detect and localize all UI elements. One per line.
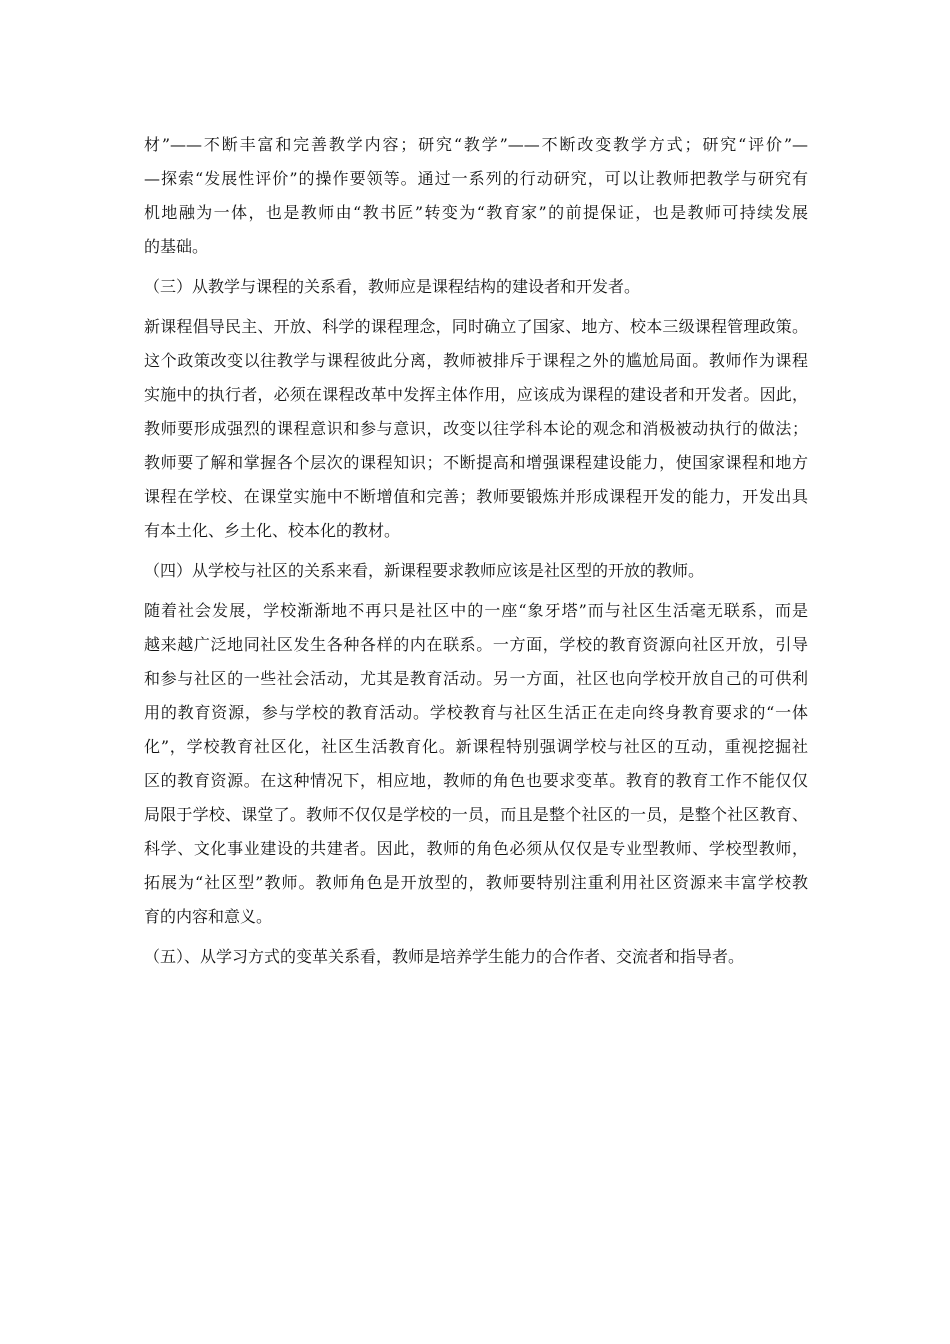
text-line: 机地融为一体，也是教师由“教书匠”转变为“教育家”的前提保证，也是教师可持续发展: [144, 203, 808, 222]
text-line: 拓展为“社区型”教师。教师角色是开放型的，教师要特别注重利用社区资源来丰富学校教: [144, 873, 808, 892]
heading-text: （四）从学校与社区的关系来看，新课程要求教师应该是社区型的开放的教师。: [144, 561, 705, 580]
paragraph-research-continuation: [144, 128, 808, 264]
text-line: 化”，学校教育社区化，社区生活教育化。新课程特别强调学校与社区的互动，重视挖掘社: [144, 737, 808, 756]
text-line: 有本土化、乡土化、校本化的教材。: [144, 521, 401, 540]
heading-text: （五）、从学习方式的变革关系看，教师是培养学生能力的合作者、交流者和指导者。: [144, 947, 745, 966]
heading-text: （三）从教学与课程的关系看，教师应是课程结构的建设者和开发者。: [144, 277, 641, 296]
text-line: 的基础。: [144, 237, 209, 256]
section-heading-four: [144, 554, 808, 588]
paragraph-curriculum: [144, 310, 808, 548]
text-line: 用的教育资源，参与学校的教育活动。学校教育与社区生活正在走向终身教育要求的“一体: [144, 703, 808, 722]
text-line: —探索“发展性评价”的操作要领等。通过一系列的行动研究，可以让教师把教学与研究有: [144, 169, 808, 188]
text-line: 材”——不断丰富和完善教学内容；研究“教学”——不断改变教学方式；研究“评价”—: [144, 135, 808, 154]
text-line: 教师要了解和掌握各个层次的课程知识；不断提高和增强课程建设能力，使国家课程和地方: [144, 453, 808, 472]
text-line: 教师要形成强烈的课程意识和参与意识，改变以往学科本论的观念和消极被动执行的做法；: [144, 419, 808, 438]
text-line: 课程在学校、在课堂实施中不断增值和完善；教师要锻炼并形成课程开发的能力，开发出具: [144, 487, 808, 506]
paragraph-community: [144, 594, 808, 934]
section-heading-five: [144, 940, 808, 974]
document-page: [144, 128, 808, 974]
text-line: 和参与社区的一些社会活动，尤其是教育活动。另一方面，社区也向学校开放自己的可供利: [144, 669, 808, 688]
section-heading-three: [144, 270, 808, 304]
text-line: 新课程倡导民主、开放、科学的课程理念，同时确立了国家、地方、校本三级课程管理政策。: [144, 317, 808, 336]
text-line: 局限于学校、课堂了。教师不仅仅是学校的一员，而且是整个社区的一员，是整个社区教育、: [144, 805, 808, 824]
text-line: 随着社会发展，学校渐渐地不再只是社区中的一座“象牙塔”而与社区生活毫无联系，而是: [144, 601, 808, 620]
text-line: 育的内容和意义。: [144, 907, 273, 926]
text-line: 这个政策改变以往教学与课程彼此分离，教师被排斥于课程之外的尴尬局面。教师作为课程: [144, 351, 808, 370]
text-line: 科学、文化事业建设的共建者。因此，教师的角色必须从仅仅是专业型教师、学校型教师，: [144, 839, 808, 858]
text-line: 越来越广泛地同社区发生各种各样的内在联系。一方面，学校的教育资源向社区开放，引导: [144, 635, 808, 654]
text-line: 区的教育资源。在这种情况下，相应地，教师的角色也要求变革。教育的教育工作不能仅仅: [144, 771, 808, 790]
text-line: 实施中的执行者，必须在课程改革中发挥主体作用，应该成为课程的建设者和开发者。因此，: [144, 385, 808, 404]
